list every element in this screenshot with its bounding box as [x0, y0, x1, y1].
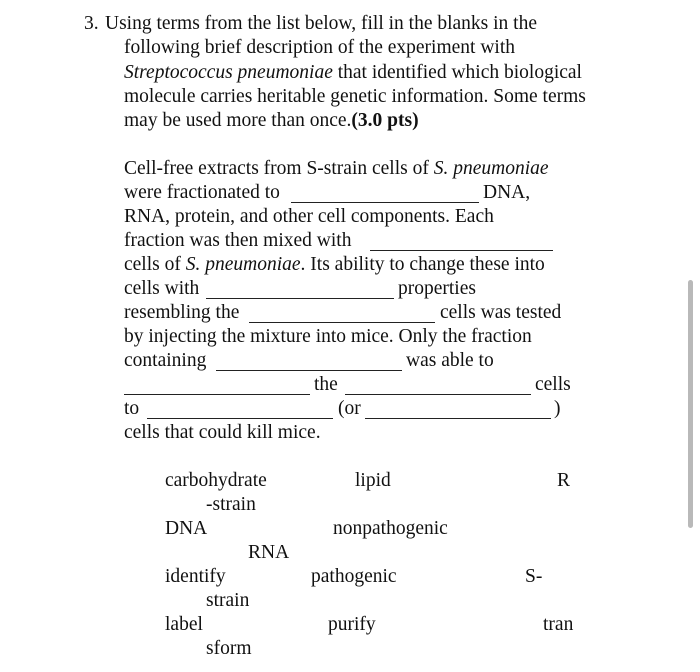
para-line-5: [124, 255, 545, 275]
para-line-9a: containing: [124, 350, 207, 371]
para-line-11c: ): [554, 398, 561, 419]
blank-4[interactable]: [249, 322, 435, 323]
para-line-10b: cells: [535, 374, 571, 395]
question-line-4: molecule carries heritable genetic information. Some terms: [124, 86, 586, 107]
term-rna: RNA: [248, 542, 290, 563]
para-line-2a: were fractionated to: [124, 182, 280, 203]
blank-6[interactable]: [124, 394, 310, 395]
organism-name: Streptococcus pneumoniae: [124, 62, 333, 83]
para-line-10a: the: [314, 374, 338, 395]
blank-8[interactable]: [147, 418, 333, 419]
term-dna: DNA: [165, 518, 208, 539]
blank-1[interactable]: [291, 202, 479, 203]
species-name-2: S. pneumoniae: [185, 254, 301, 275]
para-line-8: by injecting the mixture into mice. Only the fraction: [124, 326, 532, 347]
term-tran: tran: [543, 614, 574, 635]
question-line-3: [124, 63, 582, 83]
question-line-2: following brief description of the experiment with: [124, 37, 515, 58]
blank-9[interactable]: [365, 418, 551, 419]
question-line-5: [124, 111, 419, 131]
points-label: (3.0 pts): [351, 110, 419, 131]
term-s: S-: [525, 566, 543, 587]
question-line-5-text: may be used more than once.: [124, 110, 352, 131]
term-strain: strain: [206, 590, 250, 611]
question-line-1: Using terms from the list below, fill in the blanks in the: [105, 13, 538, 34]
para-line-11a: to: [124, 398, 140, 419]
para-line-6b: properties: [398, 278, 476, 299]
para-line-7a: resembling the: [124, 302, 240, 323]
vertical-scrollbar[interactable]: [688, 280, 693, 528]
para-line-1-text: Cell-free extracts from S-strain cells of: [124, 158, 429, 179]
para-line-2b: DNA,: [483, 182, 531, 203]
term-strain-suffix: -strain: [206, 494, 256, 515]
term-pathogenic: pathogenic: [311, 566, 397, 587]
para-line-9b: was able to: [406, 350, 494, 371]
para-line-1: [124, 159, 549, 179]
term-identify: identify: [165, 566, 226, 587]
para-line-5-rest: . Its ability to change these into: [300, 254, 545, 275]
term-label: label: [165, 614, 203, 635]
para-line-3: RNA, protein, and other cell components. Each: [124, 206, 494, 227]
para-line-11b: (or: [338, 398, 361, 419]
term-sform: sform: [206, 638, 252, 659]
blank-2[interactable]: [370, 250, 553, 251]
blank-3[interactable]: [206, 298, 394, 299]
blank-7[interactable]: [345, 394, 531, 395]
blank-5[interactable]: [216, 370, 402, 371]
term-r: R: [557, 470, 571, 491]
term-lipid: lipid: [355, 470, 391, 491]
para-line-4: fraction was then mixed with: [124, 230, 352, 251]
term-purify: purify: [328, 614, 376, 635]
question-number: 3.: [84, 13, 99, 34]
para-line-7b: cells was tested: [440, 302, 562, 323]
para-line-6a: cells with: [124, 278, 200, 299]
species-name: S. pneumoniae: [433, 158, 549, 179]
term-carbohydrate: carbohydrate: [165, 470, 267, 491]
para-line-5-text: cells of: [124, 254, 181, 275]
para-line-12: cells that could kill mice.: [124, 422, 321, 443]
question-line-3-rest: that identified which biological: [337, 62, 582, 83]
term-nonpathogenic: nonpathogenic: [333, 518, 448, 539]
